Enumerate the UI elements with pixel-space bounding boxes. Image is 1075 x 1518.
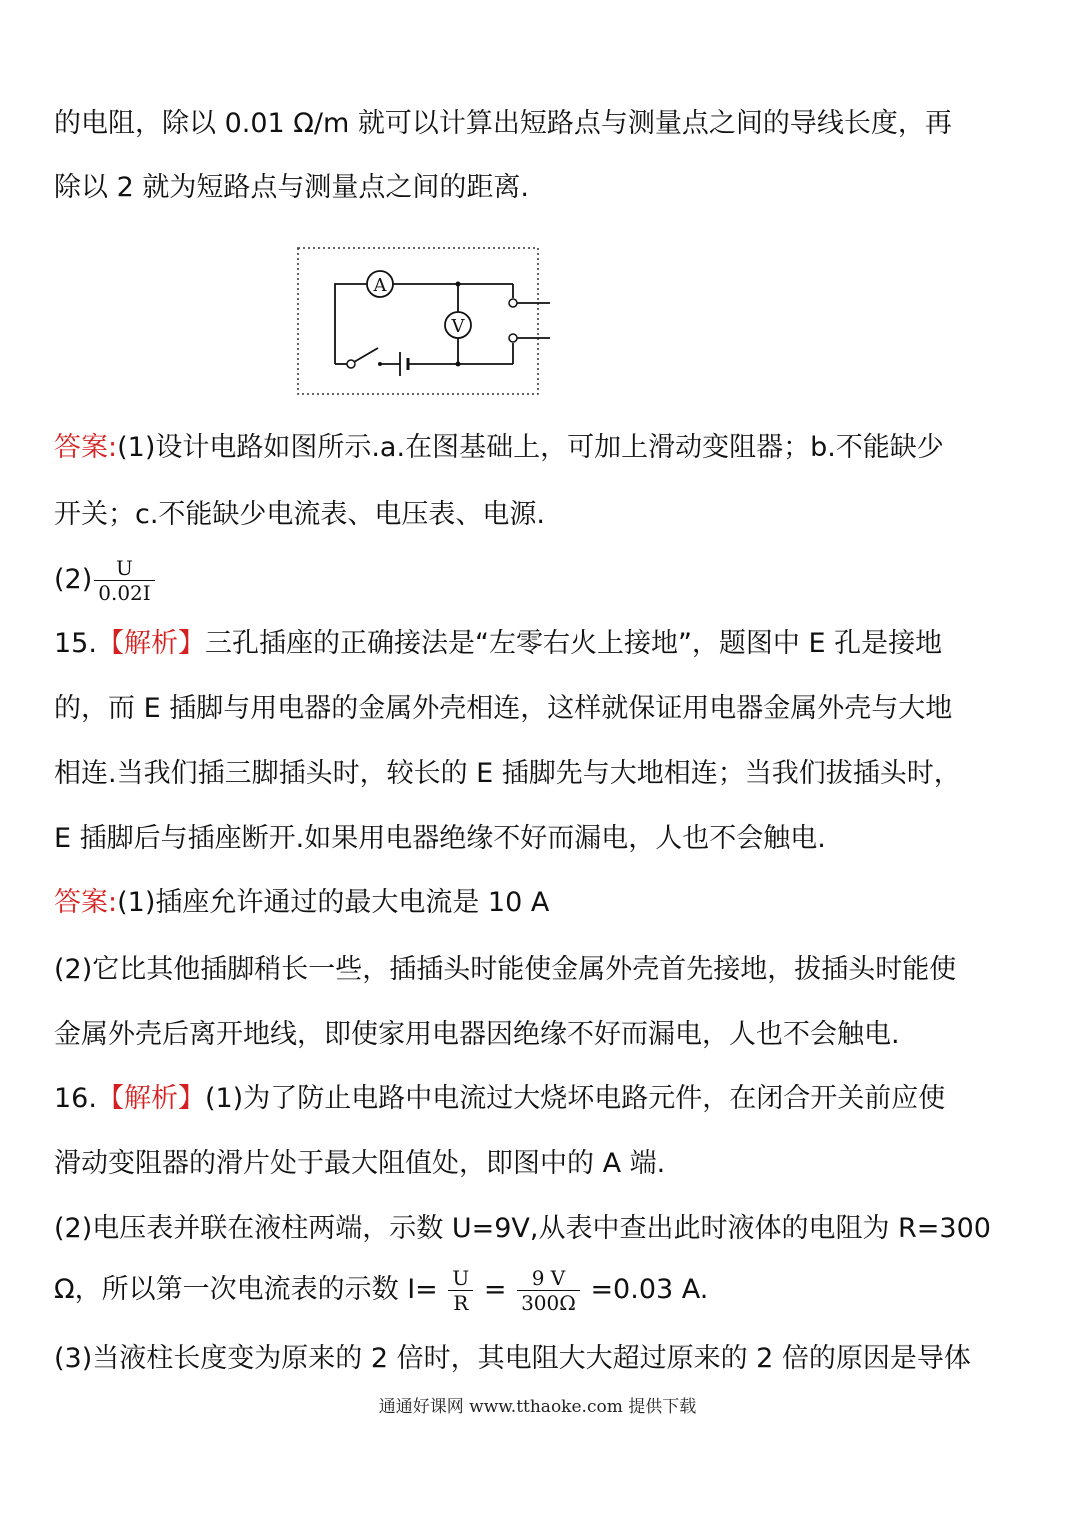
switch-icon: [354, 348, 378, 362]
text-line-15: Ω，所以第一次电流表的示数 I= $\frac{U}{R}$ = $\frac{9 V}{300\Omega}$ =0.03 A.: [54, 1266, 709, 1315]
voltmeter-label: V: [451, 316, 465, 337]
ammeter-label: A: [373, 275, 387, 296]
fraction-9v-over-300: $\frac{9 V}{300\Omega}$: [517, 1266, 580, 1315]
text-line-1: 的电阻，除以 0.01 Ω/m 就可以计算出短路点与测量点之间的导线长度，再: [54, 108, 952, 139]
text-line-7: 相连.当我们插三脚插头时，较长的 E 插脚先与大地相连；当我们拔插头时，: [54, 758, 961, 789]
fraction: $\frac{U}{0.02I}$: [94, 556, 154, 605]
answer-label: 答案:: [54, 432, 118, 463]
question-15-line-1: 15.【解析】三孔插座的正确接法是“左零右火上接地”，题图中 E 孔是接地: [54, 628, 943, 659]
terminal-bottom-icon: [509, 334, 517, 342]
answer-15-line-1: 答案:(1)插座允许通过的最大电流是 10 A: [54, 887, 550, 918]
text-line-11: 金属外壳后离开地线，即使家用电器因绝缘不好而漏电，人也不会触电.: [54, 1019, 900, 1050]
circuit-diagram: [290, 240, 550, 400]
terminal-top-icon: [509, 299, 517, 307]
dotted-box: [298, 248, 538, 394]
fraction-u-over-r: $\frac{U}{R}$: [448, 1266, 473, 1315]
analysis-tag: 【解析】: [96, 628, 205, 659]
answer-14-part-2: (2) $\frac{U}{0.02I}$: [54, 556, 1029, 605]
answer-14-line-1: 答案:(1)设计电路如图所示.a.在图基础上，可加上滑动变阻器；b.不能缺少: [54, 432, 944, 463]
text-line-4: 开关；c.不能缺少电流表、电压表、电源.: [54, 499, 546, 530]
text-line-13: 滑动变阻器的滑片处于最大阻值处，即图中的 A 端.: [54, 1148, 666, 1179]
text-line-8: E 插脚后与插座断开.如果用电器绝缘不好而漏电，人也不会触电.: [54, 823, 826, 854]
text-line-16: (3)当液柱长度变为原来的 2 倍时，其电阻大大超过原来的 2 倍的原因是导体: [54, 1343, 971, 1374]
analysis-tag: 【解析】: [96, 1083, 205, 1114]
text-line-14: (2)电压表并联在液柱两端，示数 U=9V,从表中查出此时液体的电阻为 R=300: [54, 1213, 991, 1244]
question-16-line-1: 16.【解析】(1)为了防止电路中电流过大烧坏电路元件，在闭合开关前应使: [54, 1083, 946, 1114]
text-line-10: (2)它比其他插脚稍长一些，插插头时能使金属外壳首先接地，拔插头时能使: [54, 954, 957, 985]
text-line-6: 的，而 E 插脚与用电器的金属外壳相连，这样就保证用电器金属外壳与大地: [54, 693, 953, 724]
answer-label: 答案:: [54, 887, 118, 918]
text-line-2: 除以 2 就为短路点与测量点之间的距离.: [54, 172, 529, 203]
footer-credit: 通通好课网 www.tthaoke.com 提供下载: [378, 1397, 697, 1417]
